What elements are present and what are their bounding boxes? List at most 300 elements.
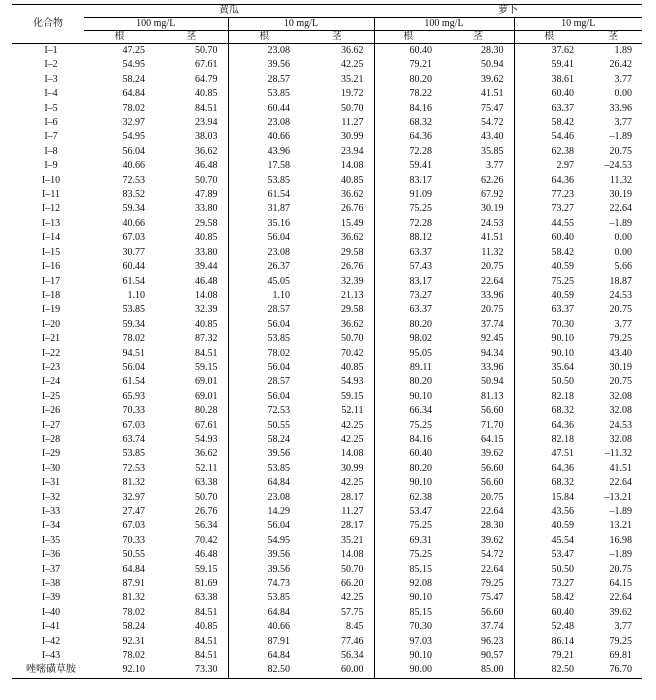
compound-id: I–41 <box>41 621 61 633</box>
inhibition-value: 36.62 <box>341 45 364 56</box>
inhibition-value: 26.42 <box>609 59 632 71</box>
table-row <box>12 347 642 361</box>
inhibition-value: 56.60 <box>481 405 504 417</box>
inhibition-value: 0.00 <box>614 88 632 100</box>
inhibition-value: 64.84 <box>122 563 145 575</box>
inhibition-value: 95.05 <box>374 347 442 361</box>
inhibition-value: –13.21 <box>604 491 632 503</box>
compound-id: I–42 <box>41 635 61 647</box>
inhibition-value: 20.75 <box>609 145 632 157</box>
table-row <box>12 419 642 433</box>
inhibition-value: 50.94 <box>481 59 504 71</box>
inhibition-value: 83.17 <box>374 174 442 188</box>
inhibition-value: 92.45 <box>481 333 504 345</box>
inhibition-value: 82.18 <box>514 433 584 447</box>
inhibition-value: 30.19 <box>609 189 632 201</box>
inhibition-value: 44.55 <box>514 217 584 231</box>
table-row <box>12 606 642 620</box>
part-header: 茎 <box>300 31 374 44</box>
inhibition-value: 71.70 <box>481 419 504 431</box>
inhibition-value: 50.50 <box>514 563 584 577</box>
inhibition-value: 28.57 <box>228 375 300 389</box>
inhibition-value: 81.32 <box>122 477 145 489</box>
inhibition-value: 60.40 <box>514 606 584 620</box>
inhibition-value: 62.26 <box>481 174 504 186</box>
compound-id: I–6 <box>44 117 58 129</box>
inhibition-value: 73.27 <box>374 289 442 303</box>
header-row-concentrations <box>12 18 642 31</box>
table-row <box>12 649 642 663</box>
inhibition-value: 63.38 <box>195 592 218 604</box>
inhibition-value: 78.02 <box>122 102 145 114</box>
table-header <box>12 5 642 44</box>
compound-id: I–40 <box>41 606 61 618</box>
inhibition-value: 96.23 <box>481 635 504 647</box>
inhibition-value: 15.84 <box>514 491 584 505</box>
inhibition-value: 18.87 <box>609 275 632 287</box>
herbicidal-activity-table <box>12 4 642 679</box>
table-row <box>12 361 642 375</box>
inhibition-value: 29.58 <box>195 217 218 229</box>
inhibition-value: 67.61 <box>195 419 218 431</box>
table-row <box>12 548 642 562</box>
inhibition-value: 85.15 <box>374 606 442 620</box>
inhibition-value: 40.59 <box>514 289 584 303</box>
inhibition-value: 78.22 <box>374 87 442 101</box>
inhibition-value: 22.64 <box>609 592 632 604</box>
compound-id: I–4 <box>44 88 58 100</box>
inhibition-value: 39.62 <box>481 534 504 546</box>
inhibition-value: 24.53 <box>609 419 632 431</box>
compound-id: I–12 <box>41 203 61 215</box>
inhibition-value: 30.99 <box>341 131 364 143</box>
header-row-parts <box>12 31 642 44</box>
inhibition-value: 60.44 <box>122 261 145 273</box>
inhibition-value: 56.04 <box>228 361 300 375</box>
table-row <box>12 275 642 289</box>
inhibition-value: 41.51 <box>481 88 504 100</box>
inhibition-value: 91.09 <box>374 188 442 202</box>
compound-id: I–1 <box>44 45 58 56</box>
inhibition-value: 61.54 <box>228 188 300 202</box>
inhibition-value: 40.59 <box>514 519 584 533</box>
compound-id: 唑嘧磺草胺 <box>12 663 84 678</box>
inhibition-value: 77.46 <box>341 635 364 647</box>
table-row <box>12 159 642 173</box>
inhibition-value: 63.37 <box>514 303 584 317</box>
inhibition-value: 56.34 <box>195 520 218 532</box>
table-row <box>12 246 642 260</box>
table-row <box>12 44 642 59</box>
inhibition-value: 69.01 <box>195 390 218 402</box>
inhibition-value: 36.62 <box>195 448 218 460</box>
inhibition-value: 14.29 <box>228 505 300 519</box>
inhibition-value: 24.53 <box>609 289 632 301</box>
inhibition-value: 53.85 <box>228 462 300 476</box>
inhibition-value: 29.58 <box>341 246 364 258</box>
inhibition-value: 84.51 <box>195 102 218 114</box>
compound-id: I–10 <box>41 174 61 186</box>
inhibition-value: 56.60 <box>481 477 504 489</box>
inhibition-value: 22.64 <box>481 275 504 287</box>
inhibition-value: 30.77 <box>122 246 145 258</box>
inhibition-value: 64.84 <box>228 649 300 663</box>
inhibition-value: 40.85 <box>341 361 364 373</box>
table-row <box>12 102 642 116</box>
compound-id: I–8 <box>44 145 58 157</box>
compound-id: I–13 <box>41 217 61 229</box>
compound-id: I–3 <box>44 73 58 85</box>
inhibition-value: 56.60 <box>481 606 504 618</box>
inhibition-value: 46.48 <box>195 549 218 561</box>
part-header: 根 <box>84 31 155 44</box>
inhibition-value: 42.25 <box>341 59 364 71</box>
inhibition-value: 39.56 <box>228 447 300 461</box>
inhibition-value: 90.10 <box>374 649 442 663</box>
inhibition-value: 70.30 <box>374 620 442 634</box>
inhibition-value: 28.30 <box>481 520 504 532</box>
inhibition-value: 11.27 <box>341 506 364 517</box>
inhibition-value: 36.62 <box>195 145 218 157</box>
inhibition-value: 72.53 <box>228 404 300 418</box>
inhibition-value: 56.34 <box>341 650 364 662</box>
compound-id: I–19 <box>41 304 61 316</box>
inhibition-value: 40.66 <box>122 217 145 229</box>
inhibition-value: 14.08 <box>341 448 364 460</box>
inhibition-value: 81.13 <box>481 390 504 402</box>
compound-id: I–20 <box>41 318 61 330</box>
inhibition-value: 58.24 <box>228 433 300 447</box>
inhibition-value: 40.66 <box>122 160 145 172</box>
inhibition-value: 53.85 <box>122 448 145 460</box>
inhibition-value: 84.51 <box>195 606 218 618</box>
compound-id: I–2 <box>44 59 58 71</box>
inhibition-value: 64.15 <box>481 433 504 445</box>
compound-id: I–29 <box>41 448 61 460</box>
inhibition-value: 54.93 <box>341 376 364 388</box>
inhibition-value: 35.16 <box>228 217 300 231</box>
inhibition-value: 90.10 <box>374 390 442 404</box>
inhibition-value: 22.64 <box>609 477 632 489</box>
inhibition-value: 84.51 <box>195 650 218 662</box>
inhibition-value: 33.96 <box>481 289 504 301</box>
inhibition-value: 54.95 <box>122 59 145 71</box>
inhibition-value: 35.21 <box>341 73 364 85</box>
inhibition-value: 54.93 <box>195 433 218 445</box>
inhibition-value: 35.64 <box>514 361 584 375</box>
inhibition-value: 35.85 <box>481 145 504 157</box>
compound-id: I–33 <box>41 506 61 517</box>
inhibition-value: 33.96 <box>609 102 632 114</box>
table-row <box>12 73 642 87</box>
inhibition-value: 72.53 <box>122 174 145 186</box>
compound-id: I–39 <box>41 592 61 604</box>
inhibition-value: 67.92 <box>481 189 504 201</box>
compound-id: I–34 <box>41 520 61 532</box>
inhibition-value: 72.53 <box>122 462 145 474</box>
compound-id: I–31 <box>41 477 61 489</box>
compound-id: I–28 <box>41 433 61 445</box>
inhibition-value: 20.75 <box>481 304 504 316</box>
inhibition-value: 28.30 <box>481 45 504 56</box>
inhibition-value: 75.25 <box>514 275 584 289</box>
concentration-header: 10 mg/L <box>514 18 642 31</box>
inhibition-value: 3.77 <box>614 73 632 85</box>
inhibition-value: 59.15 <box>341 390 364 402</box>
inhibition-value: 40.66 <box>228 620 300 634</box>
inhibition-value: 52.48 <box>514 620 584 634</box>
inhibition-value: 72.28 <box>374 217 442 231</box>
inhibition-value: 26.76 <box>195 506 218 517</box>
inhibition-value: 23.08 <box>228 44 300 59</box>
inhibition-value: 47.51 <box>514 447 584 461</box>
table-row <box>12 289 642 303</box>
inhibition-value: 13.21 <box>609 520 632 532</box>
compound-id: I–24 <box>41 376 61 388</box>
inhibition-value: 83.17 <box>374 275 442 289</box>
inhibition-value: –1.89 <box>609 549 632 561</box>
table-row <box>12 663 642 678</box>
concentration-header: 10 mg/L <box>228 18 374 31</box>
inhibition-value: 32.39 <box>341 275 364 287</box>
inhibition-value: 1.10 <box>228 289 300 303</box>
inhibition-value: 90.10 <box>514 332 584 346</box>
inhibition-value: 37.74 <box>481 318 504 330</box>
inhibition-value: 57.43 <box>374 260 442 274</box>
inhibition-value: 14.08 <box>195 289 218 301</box>
inhibition-value: 50.70 <box>341 102 364 114</box>
inhibition-value: 20.75 <box>481 491 504 503</box>
inhibition-value: 78.02 <box>228 347 300 361</box>
table-row <box>12 491 642 505</box>
inhibition-value: 23.08 <box>228 491 300 505</box>
inhibition-value: 37.74 <box>481 621 504 633</box>
compound-id: I–23 <box>41 361 61 373</box>
inhibition-value: 14.08 <box>341 160 364 172</box>
inhibition-value: 45.05 <box>228 275 300 289</box>
inhibition-value: 79.25 <box>481 578 504 590</box>
inhibition-value: 90.10 <box>374 591 442 605</box>
inhibition-value: 26.37 <box>228 260 300 274</box>
inhibition-value: 59.34 <box>122 203 145 215</box>
inhibition-value: 60.40 <box>514 87 584 101</box>
compound-id: I–26 <box>41 405 61 417</box>
compound-id: I–37 <box>41 563 61 575</box>
inhibition-value: 40.85 <box>195 318 218 330</box>
inhibition-value: 23.08 <box>228 246 300 260</box>
inhibition-value: 78.02 <box>122 333 145 345</box>
inhibition-value: 63.37 <box>514 102 584 116</box>
inhibition-value: 20.75 <box>609 376 632 388</box>
inhibition-value: 61.54 <box>122 376 145 388</box>
inhibition-value: 59.41 <box>374 159 442 173</box>
inhibition-value: 54.72 <box>481 549 504 561</box>
inhibition-value: 79.25 <box>609 635 632 647</box>
inhibition-value: 59.15 <box>195 361 218 373</box>
inhibition-value: –1.89 <box>609 217 632 229</box>
compound-id: I–38 <box>41 578 61 590</box>
inhibition-value: 80.28 <box>195 405 218 417</box>
inhibition-value: 41.51 <box>481 232 504 244</box>
inhibition-value: 53.85 <box>228 174 300 188</box>
inhibition-value: 40.85 <box>195 232 218 244</box>
compound-id: I–43 <box>41 650 61 662</box>
table-row <box>12 563 642 577</box>
inhibition-value: 24.53 <box>481 217 504 229</box>
inhibition-value: 65.93 <box>122 390 145 402</box>
inhibition-value: 63.37 <box>374 303 442 317</box>
inhibition-value: 32.39 <box>195 304 218 316</box>
inhibition-value: 70.42 <box>341 347 364 359</box>
inhibition-value: 75.47 <box>481 102 504 114</box>
table-body <box>12 44 642 679</box>
inhibition-value: 50.70 <box>195 491 218 503</box>
inhibition-value: 47.89 <box>195 189 218 201</box>
inhibition-value: 46.48 <box>195 160 218 172</box>
inhibition-value: 0.00 <box>614 246 632 258</box>
inhibition-value: 23.94 <box>195 117 218 129</box>
compound-id: I–30 <box>41 462 61 474</box>
inhibition-value: 43.40 <box>481 131 504 143</box>
inhibition-value: 37.62 <box>514 44 584 59</box>
concentration-header: 100 mg/L <box>84 18 228 31</box>
inhibition-value: 28.57 <box>228 303 300 317</box>
inhibition-value: 58.24 <box>122 73 145 85</box>
inhibition-value: 32.08 <box>609 405 632 417</box>
inhibition-value: –24.53 <box>604 160 632 172</box>
inhibition-value: 85.15 <box>374 563 442 577</box>
inhibition-value: 56.04 <box>228 231 300 245</box>
inhibition-value: 3.77 <box>614 318 632 330</box>
inhibition-value: 39.44 <box>195 261 218 273</box>
inhibition-value: 26.76 <box>341 261 364 273</box>
inhibition-value: 94.34 <box>481 347 504 359</box>
inhibition-value: 46.48 <box>195 275 218 287</box>
inhibition-value: 82.50 <box>514 663 584 678</box>
table-row <box>12 462 642 476</box>
table-row <box>12 260 642 274</box>
inhibition-value: 42.25 <box>341 433 364 445</box>
inhibition-value: 54.95 <box>122 131 145 143</box>
inhibition-value: 15.49 <box>341 217 364 229</box>
inhibition-value: 58.42 <box>514 116 584 130</box>
inhibition-value: 59.34 <box>122 318 145 330</box>
inhibition-value: 42.25 <box>341 477 364 489</box>
inhibition-value: 43.40 <box>609 347 632 359</box>
inhibition-value: 78.02 <box>122 606 145 618</box>
inhibition-value: 52.11 <box>195 462 218 474</box>
table-row <box>12 390 642 404</box>
inhibition-value: 50.70 <box>195 45 218 56</box>
inhibition-value: 87.32 <box>195 333 218 345</box>
table-row <box>12 505 642 519</box>
crop-header-radish: 萝卜 <box>374 5 642 18</box>
inhibition-value: 28.17 <box>341 520 364 532</box>
inhibition-value: 0.00 <box>614 232 632 244</box>
inhibition-value: 84.16 <box>374 433 442 447</box>
inhibition-value: 23.94 <box>341 145 364 157</box>
compound-id: I–27 <box>41 419 61 431</box>
inhibition-value: 73.27 <box>514 577 584 591</box>
table-row <box>12 174 642 188</box>
inhibition-value: 50.94 <box>481 376 504 388</box>
inhibition-value: 50.70 <box>195 174 218 186</box>
inhibition-value: 30.99 <box>341 462 364 474</box>
table-row <box>12 58 642 72</box>
table-row <box>12 620 642 634</box>
compound-id: I–5 <box>44 102 58 114</box>
inhibition-value: 84.51 <box>195 635 218 647</box>
inhibition-value: 60.40 <box>374 44 442 59</box>
table-row <box>12 188 642 202</box>
inhibition-value: 64.36 <box>514 419 584 433</box>
inhibition-value: 43.96 <box>228 145 300 159</box>
inhibition-value: 56.04 <box>228 519 300 533</box>
table-row <box>12 375 642 389</box>
inhibition-value: 50.55 <box>122 549 145 561</box>
inhibition-value: 30.19 <box>481 203 504 215</box>
inhibition-value: 62.38 <box>514 145 584 159</box>
compound-id: I–36 <box>41 549 61 561</box>
inhibition-value: 79.21 <box>514 649 584 663</box>
compound-id: I–18 <box>41 289 61 301</box>
inhibition-value: 43.56 <box>514 505 584 519</box>
crop-header-cucumber: 黄瓜 <box>84 5 374 18</box>
inhibition-value: 63.38 <box>195 477 218 489</box>
inhibition-value: 26.76 <box>341 203 364 215</box>
inhibition-value: 22.64 <box>481 563 504 575</box>
compound-id: I–22 <box>41 347 61 359</box>
inhibition-value: 64.79 <box>195 73 218 85</box>
inhibition-value: 94.51 <box>122 347 145 359</box>
part-header: 茎 <box>584 31 642 44</box>
inhibition-value: 64.15 <box>609 578 632 590</box>
inhibition-value: 67.03 <box>122 419 145 431</box>
inhibition-value: 42.25 <box>341 592 364 604</box>
inhibition-value: –1.89 <box>609 506 632 517</box>
inhibition-value: 32.08 <box>609 390 632 402</box>
inhibition-value: 35.21 <box>341 534 364 546</box>
inhibition-value: 64.84 <box>122 88 145 100</box>
inhibition-value: 39.56 <box>228 563 300 577</box>
table-row <box>12 577 642 591</box>
inhibition-value: 85.00 <box>442 663 514 678</box>
inhibition-value: 92.08 <box>374 577 442 591</box>
inhibition-value: 90.57 <box>481 650 504 662</box>
inhibition-value: 60.44 <box>228 102 300 116</box>
inhibition-value: 82.18 <box>514 390 584 404</box>
table-row <box>12 116 642 130</box>
inhibition-value: 40.85 <box>195 88 218 100</box>
inhibition-value: 56.04 <box>228 318 300 332</box>
inhibition-value: 79.25 <box>609 333 632 345</box>
inhibition-value: 86.14 <box>514 635 584 649</box>
table-row <box>12 591 642 605</box>
inhibition-value: 53.85 <box>228 591 300 605</box>
inhibition-value: 80.20 <box>374 318 442 332</box>
inhibition-value: 67.03 <box>122 520 145 532</box>
inhibition-value: 40.85 <box>195 621 218 633</box>
inhibition-value: 69.01 <box>195 376 218 388</box>
inhibition-value: 80.20 <box>374 73 442 87</box>
inhibition-value: 3.77 <box>614 621 632 633</box>
inhibition-value: 80.20 <box>374 462 442 476</box>
inhibition-value: 32.97 <box>122 491 145 503</box>
inhibition-value: 66.20 <box>341 578 364 590</box>
inhibition-value: 14.08 <box>341 549 364 561</box>
inhibition-value: 60.40 <box>514 231 584 245</box>
inhibition-value: 97.03 <box>374 635 442 649</box>
